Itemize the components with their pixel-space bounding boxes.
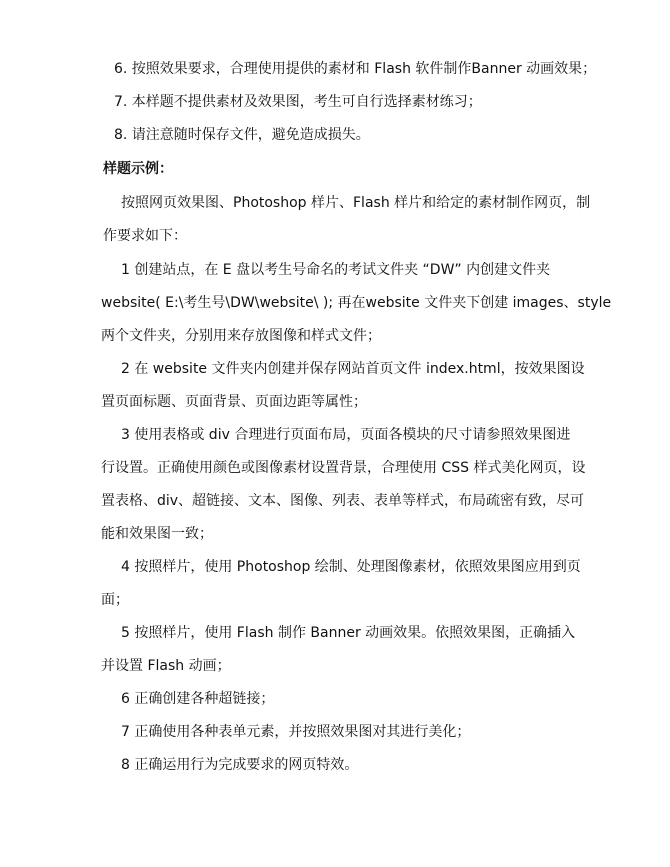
intro-line-1: 按照网页效果图、Photoshop 样片、Flash 样片和给定的素材制作网页，制 xyxy=(121,195,591,211)
requirement-item-7: 7. 本样题不提供素材及效果图，考生可自行选择素材练习； xyxy=(114,94,482,110)
intro-line-2: 作要求如下： xyxy=(103,228,187,244)
step-1-line-1: 1 创建站点，在 E 盘以考生号命名的考试文件夹 “DW” 内创建文件夹 xyxy=(121,262,551,278)
step-4-line-2: 面； xyxy=(101,592,129,608)
step-7: 7 正确使用各种表单元素，并按照效果图对其进行美化； xyxy=(121,724,471,740)
step-8: 8 正确运用行为完成要求的网页特效。 xyxy=(121,757,359,773)
step-1-line-3: 两个文件夹，分别用来存放图像和样式文件； xyxy=(101,328,381,344)
sample-heading: 样题示例： xyxy=(103,161,173,177)
step-3-line-1: 3 使用表格或 div 合理进行页面布局，页面各模块的尺寸请参照效果图进 xyxy=(121,427,571,443)
step-2-line-2: 置页面标题、页面背景、页面边距等属性； xyxy=(101,394,367,410)
step-3-line-2: 行设置。正确使用颜色或图像素材设置背景，合理使用 CSS 样式美化网页，设 xyxy=(101,460,586,476)
step-4-line-1: 4 按照样片，使用 Photoshop 绘制、处理图像素材，依照效果图应用到页 xyxy=(121,559,581,575)
requirement-item-8: 8. 请注意随时保存文件，避免造成损失。 xyxy=(114,127,370,143)
step-5-line-2: 并设置 Flash 动画； xyxy=(101,658,231,674)
step-1-line-2: website( E:\考生号\DW\website\ ); 再在website 文件夹下创建 images、style xyxy=(101,295,612,311)
step-5-line-1: 5 按照样片，使用 Flash 制作 Banner 动画效果。依照效果图，正确插入 xyxy=(121,625,576,641)
step-6: 6 正确创建各种超链接； xyxy=(121,691,275,707)
step-3-line-4: 能和效果图一致； xyxy=(101,526,213,542)
step-2-line-1: 2 在 website 文件夹内创建并保存网站首页文件 index.html，按效果图设 xyxy=(121,361,585,377)
requirement-item-6: 6. 按照效果要求，合理使用提供的素材和 Flash 软件制作Banner 动画效果； xyxy=(114,61,597,77)
step-3-line-3: 置表格、div、超链接、文本、图像、列表、表单等样式，布局疏密有致，尽可 xyxy=(101,493,585,509)
